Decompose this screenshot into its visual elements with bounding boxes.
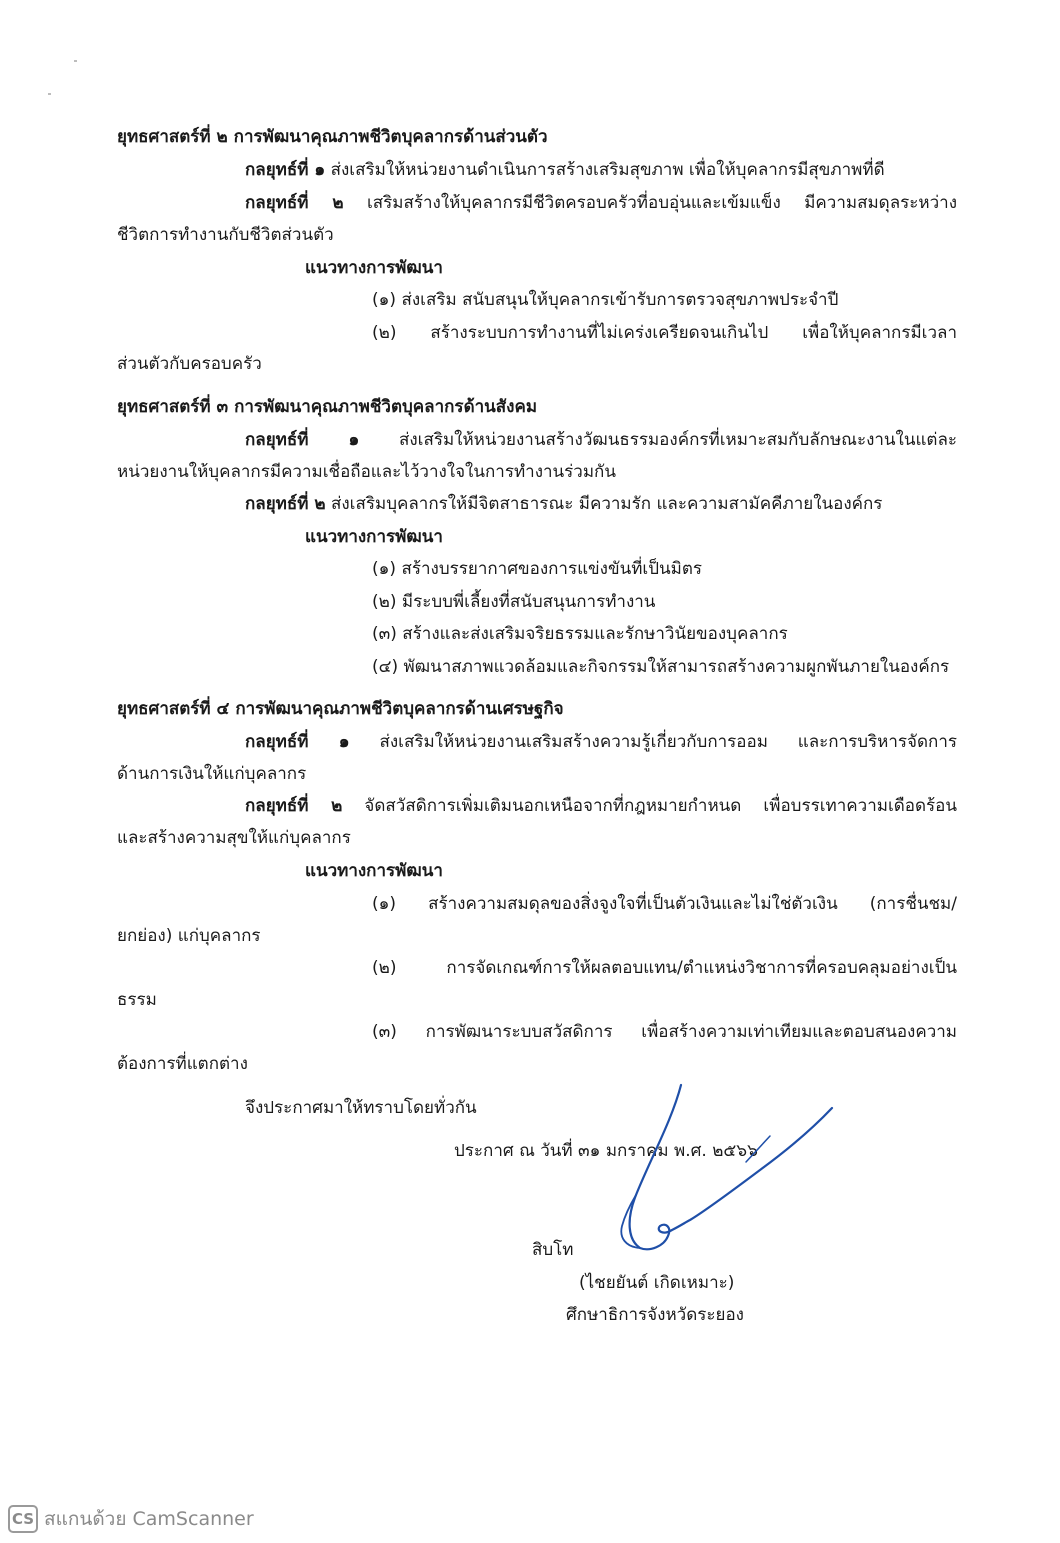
signatory-name: (ไชยยันต์ เกิดเหมาะ): [579, 1273, 735, 1293]
tactic-label: กลยุทธ์ที่ ๑: [245, 430, 360, 450]
strategy-4-tactic-1-cont: ด้านการเงินให้แก่บุคลากร: [117, 764, 307, 784]
strategy-2-guide-heading: แนวทางการพัฒนา: [305, 258, 443, 278]
announcement-line: จึงประกาศมาให้ทราบโดยทั่วกัน: [245, 1098, 477, 1118]
tactic-label: กลยุทธ์ที่ ๑: [245, 732, 350, 752]
strategy-3-guide-4: (๔) พัฒนาสภาพแวดล้อมและกิจกรรมให้สามารถสร้างความผูกพันภายในองค์กร: [372, 657, 950, 677]
strategy-4-guide-3: (๓) การพัฒนาระบบสวัสดิการ เพื่อสร้างความเท่าเทียมและตอบสนองความ: [372, 1022, 957, 1042]
strategy-3-guide-2: (๒) มีระบบพี่เลี้ยงที่สนับสนุนการทำงาน: [372, 592, 656, 612]
strategy-2-tactic-2-cont: ชีวิตการทำงานกับชีวิตส่วนตัว: [117, 225, 334, 245]
signatory-rank: สิบโท: [532, 1240, 574, 1260]
strategy-3-guide-3: (๓) สร้างและส่งเสริมจริยธรรมและรักษาวินัยของบุคลากร: [372, 624, 788, 644]
tactic-text: จัดสวัสดิการเพิ่มเติมนอกเหนือจากที่กฎหมายกำหนด เพื่อบรรเทาความเดือดร้อน: [364, 796, 958, 816]
tactic-text: ส่งเสริมให้หน่วยงานดำเนินการสร้างเสริมสุขภาพ เพื่อให้บุคลากรมีสุขภาพที่ดี: [330, 160, 885, 180]
strategy-4-guide-heading: แนวทางการพัฒนา: [305, 861, 443, 881]
signatory-position: ศึกษาธิการจังหวัดระยอง: [566, 1305, 744, 1325]
tactic-label: กลยุทธ์ที่ ๒: [245, 494, 326, 514]
announcement-date: ประกาศ ณ วันที่ ๓๑ มกราคม พ.ศ. ๒๕๖๖: [454, 1141, 758, 1161]
strategy-4-guide-3-cont: ต้องการที่แตกต่าง: [117, 1054, 248, 1074]
tactic-label: กลยุทธ์ที่ ๒: [245, 796, 343, 816]
tactic-label: กลยุทธ์ที่ ๑: [245, 160, 326, 180]
tactic-text: เสริมสร้างให้บุคลากรมีชีวิตครอบครัวที่อบอุ่นและเข้มแข็ง มีความสมดุลระหว่าง: [366, 193, 958, 213]
strategy-4-guide-1: (๑) สร้างความสมดุลของสิ่งจูงใจที่เป็นตัวเงินและไม่ใช่ตัวเงิน (การชื่นชม/: [372, 894, 957, 914]
tactic-label: กลยุทธ์ที่ ๒: [245, 193, 344, 213]
strategy-4-tactic-2-cont: และสร้างความสุขให้แก่บุคลากร: [117, 828, 351, 848]
camscanner-logo-icon: CS: [8, 1505, 38, 1533]
strategy-2-guide-2-cont: ส่วนตัวกับครอบครัว: [117, 354, 262, 374]
strategy-3-guide-heading: แนวทางการพัฒนา: [305, 527, 443, 547]
strategy-4-heading: ยุทธศาสตร์ที่ ๔ การพัฒนาคุณภาพชีวิตบุคลากรด้านเศรษฐกิจ: [117, 699, 564, 719]
strategy-2-guide-1: (๑) ส่งเสริม สนับสนุนให้บุคลากรเข้ารับการตรวจสุขภาพประจำปี: [372, 290, 839, 310]
strategy-3-guide-1: (๑) สร้างบรรยากาศของการแข่งขันที่เป็นมิตร: [372, 559, 703, 579]
strategy-3-heading: ยุทธศาสตร์ที่ ๓ การพัฒนาคุณภาพชีวิตบุคลากรด้านสังคม: [117, 397, 538, 417]
strategy-2-guide-2: (๒) สร้างระบบการทำงานที่ไม่เคร่งเครียดจนเกินไป เพื่อให้บุคลากรมีเวลา: [372, 323, 957, 343]
strategy-4-guide-1-cont: ยกย่อง) แก่บุคลากร: [117, 926, 261, 946]
tactic-text: ส่งเสริมให้หน่วยงานสร้างวัฒนธรรมองค์กรที่เหมาะสมกับลักษณะงานในแต่ละ: [398, 430, 958, 450]
camscanner-watermark: สแกนด้วย CamScanner: [44, 1508, 254, 1530]
strategy-4-guide-2-cont: ธรรม: [117, 990, 157, 1010]
tactic-text: ส่งเสริมบุคลากรให้มีจิตสาธารณะ มีความรัก และความสามัคคีภายในองค์กร: [331, 494, 883, 514]
strategy-2-heading: ยุทธศาสตร์ที่ ๒ การพัฒนาคุณภาพชีวิตบุคลากรด้านส่วนตัว: [117, 127, 548, 147]
strategy-4-guide-2: (๒) การจัดเกณฑ์การให้ผลตอบแทน/ตำแหน่งวิชาการที่ครอบคลุมอย่างเป็น: [372, 958, 957, 978]
tactic-text: ส่งเสริมให้หน่วยงานเสริมสร้างความรู้เกี่ยวกับการออม และการบริหารจัดการ: [379, 732, 958, 752]
strategy-3-tactic-1-cont: หน่วยงานให้บุคลากรมีความเชื่อถือและไว้วางใจในการทำงานร่วมกัน: [117, 462, 616, 482]
